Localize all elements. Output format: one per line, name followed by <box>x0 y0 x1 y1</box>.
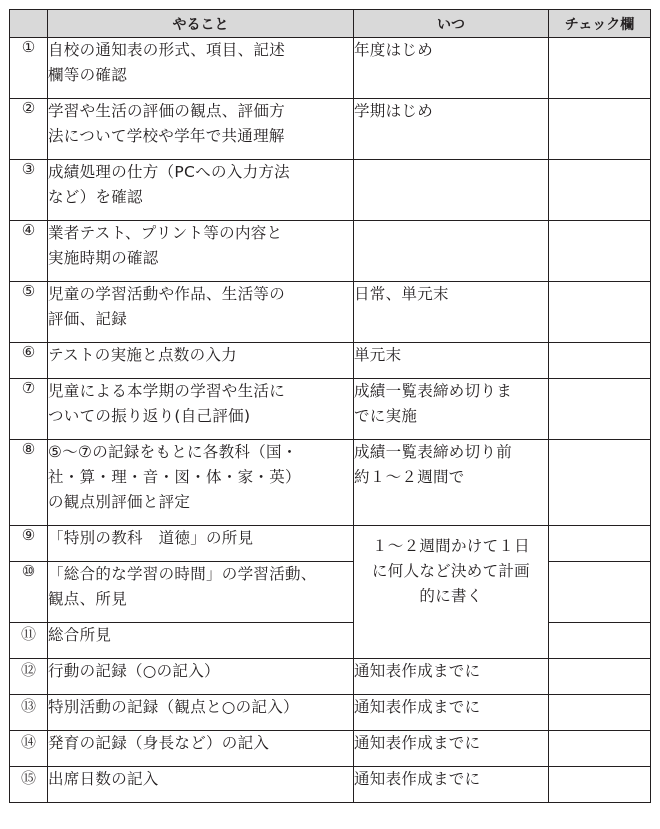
task-text: ⑤〜⑦の記録をもとに各教科（国・ 社・算・理・音・図・体・家・英） の観点別評価と評定 <box>48 440 354 526</box>
timing-text: 通知表作成までに <box>354 731 549 767</box>
check-cell[interactable] <box>549 343 651 379</box>
task-text: 自校の通知表の形式、項目、記述 欄等の確認 <box>48 38 354 99</box>
table-row <box>10 623 651 659</box>
row-number: ⑩ <box>10 562 48 623</box>
task-text: 児童の学習活動や作品、生活等の 評価、記録 <box>48 282 354 343</box>
check-cell[interactable] <box>549 731 651 767</box>
table-row <box>10 221 651 282</box>
row-number: ⑥ <box>10 343 48 379</box>
timing-text: １〜２週間かけて１日 に何人など決めて計画 的に書く <box>354 526 549 659</box>
task-text: 「特別の教科 道徳」の所見 <box>48 526 354 562</box>
row-number: ⑬ <box>10 695 48 731</box>
row-number: ⑭ <box>10 731 48 767</box>
check-cell[interactable] <box>549 526 651 562</box>
timing-text: 成績一覧表締め切り前 約１〜２週間で <box>354 440 549 526</box>
table-row <box>10 526 651 562</box>
table-row <box>10 343 651 379</box>
timing-text: 日常、単元末 <box>354 282 549 343</box>
check-cell[interactable] <box>549 38 651 99</box>
table-row <box>10 562 651 623</box>
row-number: ⑫ <box>10 659 48 695</box>
check-cell[interactable] <box>549 282 651 343</box>
timing-text <box>354 221 549 282</box>
table-row <box>10 731 651 767</box>
task-text: 行動の記録（○の記入） <box>48 659 354 695</box>
header-check: チェック欄 <box>549 10 651 38</box>
row-number: ⑮ <box>10 767 48 803</box>
timing-text: 単元末 <box>354 343 549 379</box>
table-row <box>10 767 651 803</box>
table-row <box>10 695 651 731</box>
checklist-table <box>9 9 651 803</box>
timing-text: 通知表作成までに <box>354 767 549 803</box>
timing-text: 通知表作成までに <box>354 695 549 731</box>
table-row <box>10 99 651 160</box>
task-text: 特別活動の記録（観点と○の記入） <box>48 695 354 731</box>
check-cell[interactable] <box>549 221 651 282</box>
header-row <box>10 10 651 38</box>
table-row <box>10 659 651 695</box>
table-body <box>10 38 651 803</box>
task-text: 児童による本学期の学習や生活に ついての振り返り(自己評価) <box>48 379 354 440</box>
check-cell[interactable] <box>549 695 651 731</box>
row-number: ⑨ <box>10 526 48 562</box>
task-text: 総合所見 <box>48 623 354 659</box>
timing-text: 通知表作成までに <box>354 659 549 695</box>
check-cell[interactable] <box>549 659 651 695</box>
check-cell[interactable] <box>549 623 651 659</box>
check-cell[interactable] <box>549 379 651 440</box>
check-cell[interactable] <box>549 160 651 221</box>
task-text: 成績処理の仕方（PCへの入力方法 など）を確認 <box>48 160 354 221</box>
task-text: 出席日数の記入 <box>48 767 354 803</box>
table-row <box>10 440 651 526</box>
row-number: ⑪ <box>10 623 48 659</box>
table-row <box>10 282 651 343</box>
row-number: ③ <box>10 160 48 221</box>
task-text: 「総合的な学習の時間」の学習活動、 観点、所見 <box>48 562 354 623</box>
table-row <box>10 38 651 99</box>
header-when: いつ <box>354 10 549 38</box>
row-number: ⑤ <box>10 282 48 343</box>
task-text: 発育の記録（身長など）の記入 <box>48 731 354 767</box>
header-number <box>10 10 48 38</box>
task-text: 業者テスト、プリント等の内容と 実施時期の確認 <box>48 221 354 282</box>
timing-text: 成績一覧表締め切りま でに実施 <box>354 379 549 440</box>
row-number: ④ <box>10 221 48 282</box>
timing-text: 学期はじめ <box>354 99 549 160</box>
row-number: ② <box>10 99 48 160</box>
check-cell[interactable] <box>549 440 651 526</box>
header-task: やること <box>48 10 354 38</box>
task-text: テストの実施と点数の入力 <box>48 343 354 379</box>
table-row <box>10 160 651 221</box>
check-cell[interactable] <box>549 562 651 623</box>
task-text: 学習や生活の評価の観点、評価方 法について学校や学年で共通理解 <box>48 99 354 160</box>
check-cell[interactable] <box>549 99 651 160</box>
timing-text: 年度はじめ <box>354 38 549 99</box>
check-cell[interactable] <box>549 767 651 803</box>
table-row <box>10 379 651 440</box>
row-number: ⑧ <box>10 440 48 526</box>
row-number: ① <box>10 38 48 99</box>
timing-text <box>354 160 549 221</box>
row-number: ⑦ <box>10 379 48 440</box>
